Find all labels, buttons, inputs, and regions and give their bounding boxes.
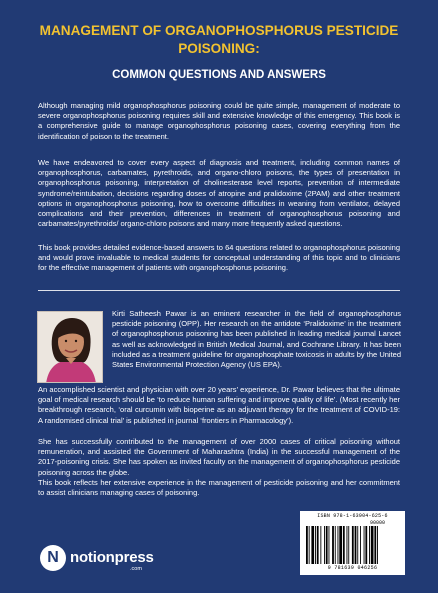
author-portrait-icon (38, 312, 103, 383)
publisher-name: notionpress (70, 549, 154, 566)
isbn-number: ISBN 978-1-63904-625-6 (317, 513, 388, 519)
author-paragraph-3: This book reflects her extensive experience in the management of pesticide poisoning and her commitment to assist clinicians managing cases of poisoning. (38, 478, 400, 498)
author-bio: Kirti Satheesh Pawar is an eminent researcher in the field of organophosphorus pesticide poisoning (OPP). Her research on the antidote ‘Pralidoxime’ in the treatment of organophosphorus poisoning has been published in leading medical journal Lancet as well as acknowledged in British Medical Journal, and Cochrane Library. It has been included as a treatment guideline for organophosphate toxicosis in adults by the United States Environmental Protection Agency (US EPA). (112, 309, 401, 370)
section-divider (38, 290, 400, 291)
barcode-digits: 9 781639 046256 (327, 565, 378, 571)
author-photo (37, 311, 103, 383)
publisher-logo-letter: N (47, 549, 59, 566)
isbn-barcode (300, 511, 405, 575)
book-title: MANAGEMENT OF ORGANOPHOSPHORUS PESTICIDE POISONING: (39, 23, 399, 56)
author-paragraph-2: She has successfully contributed to the management of over 2000 cases of critical poisoning without remuneration, and assisted the Government of Maharashtra (India) in the successful management of the 2017-poisoning crisis. She has spoken as invited faculty on the management of organophosphorus pesticide poisoning across the globe. (38, 437, 400, 477)
blurb-paragraph-2: We have endeavored to cover every aspect of diagnosis and treatment, including common names of organophosphorus, carbamates, pyrethroids, and organo-chloro poisons, the types of presentation in organophosphorus poisoning, interpretation of cholinesterase level reports, prevention of intermediate syndrome/reintubation, decisions regarding doses of atropine and pralidoxime (2PAM) and other treatment options in organophosphorus poisoning, how to overcome difficulties in weaning from ventilator, delayed complications and their prevention, differences in treatment of organophosphorus poisoning and carbamates/pyrethroids/ organo-chloro poisons and many more frequently asked questions. (38, 158, 400, 229)
blurb-paragraph-3: This book provides detailed evidence-based answers to 64 questions related to organophosphorus poisoning and would prove invaluable to medical students for conceptual understanding of this topic and to clinicians for the effective management of patients with organophosphorus poisoning. (38, 243, 400, 273)
blurb-paragraph-1: Although managing mild organophosphorus poisoning could be quite simple, management of moderate to severe organophosphorus poisoning requires skill and extensive knowledge of this emergency. This book is a comprehensive guide to manage organophosphorus poisoning cases, covering everything from the identification of poison to the treatment. (38, 101, 400, 141)
barcode-icon (304, 526, 401, 564)
publisher-logo (40, 543, 160, 575)
barcode-price-code: 90000 (370, 520, 386, 526)
publisher-suffix: .com (130, 566, 142, 572)
author-paragraph-1: An accomplished scientist and physician with over 20 years’ experience, Dr. Pawar believes that the ultimate goal of medical research should be ‘to reduce human suffering and improve quality of life’. (Most recently her breakthrough research, ‘oral curcumin with bioperine as an adjuvant therapy for the treatment of COVID-19: A randomised clinical trial’ is published in journal ‘frontiers in Pharmacology’). (38, 385, 400, 425)
book-subtitle: COMMON QUESTIONS AND ANSWERS (112, 69, 326, 81)
